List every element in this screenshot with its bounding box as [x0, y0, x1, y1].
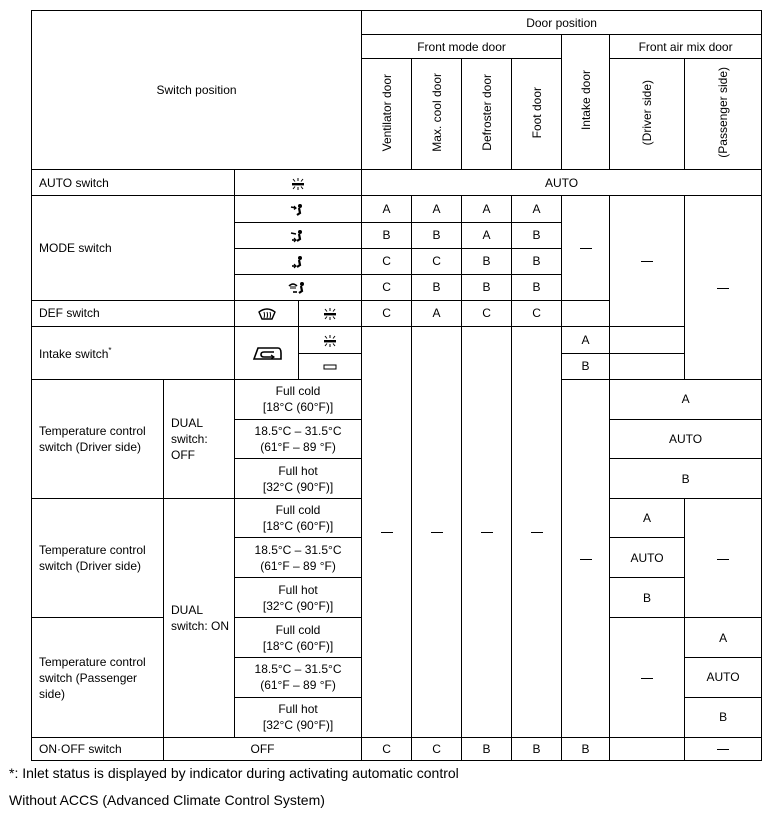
full-cold-cell: Full cold [18°C (60°F)]	[235, 379, 362, 419]
door-position-table	[31, 10, 762, 761]
foot-dash-cell	[512, 326, 562, 737]
intake-switch-label: Intake switch*	[32, 326, 235, 379]
mode-bilevel-cell	[235, 222, 362, 248]
intake-mode-cell	[562, 196, 610, 300]
door-position-header: Door position	[362, 11, 762, 35]
auto-indicator-cell	[235, 170, 362, 196]
mode-cell: B	[462, 248, 512, 274]
intake-temp-dash-cell	[562, 379, 610, 737]
indicator-off-icon	[323, 363, 337, 371]
front-mode-door-header: Front mode door	[362, 35, 562, 59]
ventilator-door-header: Ventilator door	[362, 59, 412, 170]
mode-cell: B	[362, 222, 412, 248]
dual-on-label: DUAL switch: ON	[164, 499, 235, 738]
mode-cell: A	[462, 196, 512, 222]
passenger-mode-cell	[685, 196, 762, 379]
driver-air-mix-cell: A	[610, 499, 685, 538]
defroster-icon	[257, 307, 277, 321]
temp-passenger-label: Temperature control switch (Passenger side)	[32, 618, 164, 737]
full-cold-cell: Full cold [18°C (60°F)]	[235, 618, 362, 657]
mode-cell: C	[362, 274, 412, 300]
mid-temp-cell: 18.5°C – 31.5°C (61°F – 89 °F)	[235, 657, 362, 697]
driver-air-mix-cell: B	[610, 578, 685, 618]
auto-value: AUTO	[362, 170, 762, 196]
driver-side-header: (Driver side)	[610, 59, 685, 170]
mode-cell: A	[412, 196, 462, 222]
defroster-dash-cell	[462, 326, 512, 737]
foot-door-header: Foot door	[512, 59, 562, 170]
dash-icon	[381, 532, 393, 533]
def-cell: C	[362, 300, 412, 326]
dash-icon	[717, 288, 729, 289]
air-mix-cell: A	[610, 379, 762, 419]
mode-cell: B	[412, 222, 462, 248]
dash-icon	[641, 261, 653, 262]
auto-switch-label: AUTO switch	[32, 170, 235, 196]
dual-off-label: DUAL switch: OFF	[164, 379, 235, 498]
def-cell: C	[512, 300, 562, 326]
full-hot-cell: Full hot [32°C (90°F)]	[235, 578, 362, 618]
on-off-cell: C	[362, 737, 412, 760]
mode-cell: B	[512, 274, 562, 300]
mode-cell: B	[512, 248, 562, 274]
mode-cell: A	[462, 222, 512, 248]
dash-icon	[717, 559, 729, 560]
on-off-cell: B	[462, 737, 512, 760]
temp-driver-label: Temperature control switch (Driver side)	[32, 379, 164, 498]
mode-foot-defrost-cell	[235, 274, 362, 300]
on-off-switch-label: ON·OFF switch	[32, 737, 164, 760]
mode-cell: B	[412, 274, 462, 300]
passenger-air-mix-cell: A	[685, 618, 762, 657]
dash-icon	[531, 532, 543, 533]
mode-vent-cell	[235, 196, 362, 222]
mode-cell: C	[412, 248, 462, 274]
vent-mode-icon	[290, 203, 306, 217]
driver-air-mix-cell: AUTO	[610, 538, 685, 578]
on-off-cell: C	[412, 737, 462, 760]
mode-foot-cell	[235, 248, 362, 274]
passenger-dash-cell	[685, 499, 762, 618]
intake-cell: A	[562, 326, 610, 353]
intake-off-indicator-cell	[299, 353, 362, 379]
mid-temp-cell: 18.5°C – 31.5°C (61°F – 89 °F)	[235, 420, 362, 459]
def-cell: C	[462, 300, 512, 326]
max-cool-door-header: Max. cool door	[412, 59, 462, 170]
caption: Without ACCS (Advanced Climate Control System)	[9, 792, 325, 808]
passenger-side-header: (Passenger side)	[685, 59, 762, 170]
dash-icon	[641, 678, 653, 679]
passenger-air-mix-cell: AUTO	[685, 657, 762, 697]
full-cold-cell: Full cold [18°C (60°F)]	[235, 499, 362, 538]
passenger-on-off-cell	[685, 737, 762, 760]
driver-mode-cell	[610, 196, 685, 326]
full-hot-cell: Full hot [32°C (90°F)]	[235, 459, 362, 499]
mid-temp-cell: 18.5°C – 31.5°C (61°F – 89 °F)	[235, 538, 362, 578]
auto-indicator-icon	[289, 178, 307, 190]
driver-intake-cell	[610, 353, 685, 379]
recirculation-icon	[252, 345, 282, 361]
front-air-mix-door-header: Front air mix door	[610, 35, 762, 59]
air-mix-cell: B	[610, 459, 762, 499]
temp-driver-label: Temperature control switch (Driver side)	[32, 499, 164, 618]
indicator-on-icon	[321, 308, 339, 320]
mode-cell: A	[362, 196, 412, 222]
intake-icon-cell	[235, 326, 299, 379]
switch-position-header: Switch position	[32, 11, 362, 170]
def-icon-cell	[235, 300, 299, 326]
dash-icon	[580, 248, 592, 249]
mode-cell: B	[462, 274, 512, 300]
indicator-on-icon	[321, 335, 339, 347]
foot-defrost-mode-icon	[288, 281, 308, 295]
foot-mode-icon	[290, 255, 306, 269]
ventilator-dash-cell	[362, 326, 412, 737]
def-indicator-cell	[299, 300, 362, 326]
dash-icon	[717, 749, 729, 750]
bi-level-mode-icon	[290, 229, 306, 243]
intake-def-cell	[562, 300, 610, 326]
mode-cell: C	[362, 248, 412, 274]
driver-dash-cell	[610, 618, 685, 737]
air-mix-cell: AUTO	[610, 420, 762, 459]
intake-on-indicator-cell	[299, 326, 362, 353]
on-off-cell: B	[562, 737, 610, 760]
dash-icon	[431, 532, 443, 533]
def-switch-label: DEF switch	[32, 300, 235, 326]
mode-cell: A	[512, 196, 562, 222]
full-hot-cell: Full hot [32°C (90°F)]	[235, 697, 362, 737]
mode-cell: B	[512, 222, 562, 248]
dash-icon	[580, 559, 592, 560]
intake-door-header: Intake door	[562, 35, 610, 170]
driver-on-off-cell	[610, 737, 685, 760]
footnote: *: Inlet status is displayed by indicator during activating automatic control	[9, 765, 459, 781]
defroster-door-header: Defroster door	[462, 59, 512, 170]
passenger-air-mix-cell: B	[685, 697, 762, 737]
off-label: OFF	[164, 737, 362, 760]
dash-icon	[481, 532, 493, 533]
max-cool-dash-cell	[412, 326, 462, 737]
def-cell: A	[412, 300, 462, 326]
intake-cell: B	[562, 353, 610, 379]
on-off-cell: B	[512, 737, 562, 760]
mode-switch-label: MODE switch	[32, 196, 235, 300]
